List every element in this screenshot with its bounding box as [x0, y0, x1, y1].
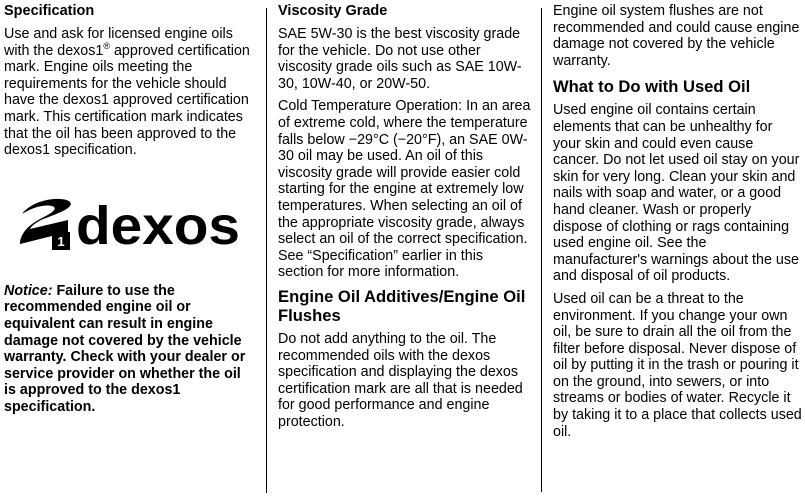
column-divider-2 — [541, 8, 542, 492]
column-used-oil — [553, 3, 803, 446]
dexos-logo-icon — [18, 192, 242, 250]
heading-viscosity-grade: Viscosity Grade — [278, 3, 388, 19]
notice-label: Notice: — [4, 282, 53, 299]
paragraph-additives: Do not add anything to the oil. The recommended oils with the dexos specification and displaying the dexos certification mark are all that is needed for good performance and engine protection. — [278, 330, 523, 430]
column-viscosity — [278, 3, 532, 436]
heading-additives-flushes: Engine Oil Additives/Engine Oil Flushes — [278, 286, 526, 325]
paragraph-specification: Use and ask for licensed engine oils with the dexos1® approved certification mark. Engine oils meeting the requirements for the vehicle should have the dexos1 approved certification mark. This certification mark indicates that the oil has been approved to the dexos1 specification. — [4, 26, 250, 159]
paragraph-viscosity: SAE 5W-30 is the best viscosity grade for the vehicle. Do not use other viscosity grade oils such as SAE 10W-30, 10W-40, or 20W-50. — [278, 26, 522, 92]
column-specification — [4, 3, 256, 422]
column-divider-1 — [266, 8, 267, 493]
heading-used-oil: What to Do with Used Oil — [553, 77, 751, 97]
dexos-logo — [18, 192, 242, 250]
paragraph-used-oil-environment: Used oil can be a threat to the environment. If you change your own oil, be sure to drain all the oil from the filter before disposal. Never dispose of oil by putting it in the trash or pouring it on the ground, into sewers, or into streams or bodies of water. Recycle it by taking it to a place that collects used oil. — [553, 290, 802, 440]
registered-mark: ® — [103, 40, 110, 51]
paragraph-cold-temperature: Cold Temperature Operation: In an area of extreme cold, where the temperature falls below −29°C (−20°F), an SAE 0W-30 oil may be used. An oil of this viscosity grade will provide easier cold starting for the engine at extremely low temperatures. When selecting an oil of the appropriate viscosity grade, always select an oil of the correct specification. See “Specification” earlier in this section for more information. — [278, 98, 531, 281]
logo-wordmark: dexos — [76, 195, 240, 250]
notice-paragraph: Notice: Failure to use the recommended engine oil or equivalent can result in engine damage not covered by the vehicle warranty. Check with your dealer or service provider on whether the oil is approved to the dexos1 specification. — [4, 282, 246, 415]
heading-specification: Specification — [4, 3, 95, 19]
paragraph-used-oil-health: Used engine oil contains certain elements that can be unhealthy for your skin and could even cause cancer. Do not let used oil stay on your skin for very long. Clean your skin and nails with soap and water, or a good hand cleaner. Wash or properly dispose of clothing or rags containing used engine oil. See the manufacturer's warnings about the use and disposal of oil products. — [553, 102, 800, 285]
paragraph-flushes: Engine oil system flushes are not recommended and could cause engine damage not covered by the vehicle warranty. — [553, 3, 800, 69]
logo-number: 1 — [57, 233, 65, 249]
